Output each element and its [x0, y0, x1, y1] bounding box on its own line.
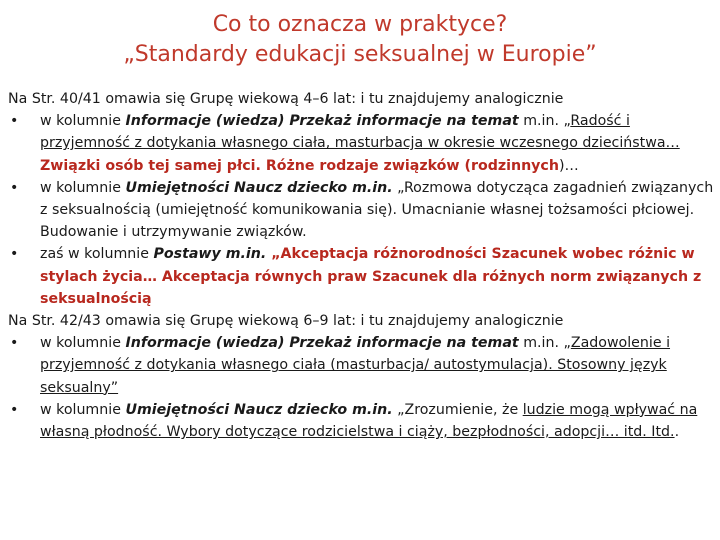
- bullet-icon: •: [10, 113, 19, 130]
- column-heading: Informacje (wiedza) Przekaż informacje na temat: [125, 335, 519, 352]
- bullet-icon: •: [10, 246, 19, 263]
- highlighted-text: „Akceptacja różnorodności Szacunek wobec różnic w stylach życia… Akceptacja równych praw Szacunek dla różnych norm związanych z seksualnością: [40, 246, 702, 307]
- quoted-text: Radość i przyjemność z dotykania własnego ciała, masturbacja w okresie wczesnego dzieciństwa…: [40, 113, 680, 152]
- bullet-icon: •: [10, 401, 19, 418]
- column-heading: Postawy m.in.: [153, 246, 267, 263]
- title-line-2: „Standardy edukacji seksualnej w Europie”: [123, 42, 597, 67]
- section2-bullet-1: • w kolumnie Informacje (wiedza) Przekaż informacje na temat m.in. „Zadowolenie i przyjemność z dotykania własnego ciała (masturbacja/ autostymulacja). Stosowny język seksualny”: [8, 332, 714, 399]
- section1-intro: Na Str. 40/41 omawia się Grupę wiekową 4–6 lat: i tu znajdujemy analogicznie: [8, 91, 564, 107]
- bullet-icon: •: [10, 179, 19, 196]
- bullet-text: „Rozmowa dotycząca zagadnień związanych z seksualnością (umiejętność komunikowania się). Umacnianie własnej tożsamości płciowej. Budowanie i utrzymywanie związków.: [40, 179, 714, 241]
- slide-title: [0, 0, 720, 70]
- title-line-1: Co to oznacza w praktyce?: [212, 12, 508, 37]
- quoted-text: ludzie mogą wpływać na własną płodność. Wybory dotyczące rodzicielstwa i ciąży, bezpłodności, adopcji… itd. Itd.: [40, 401, 698, 441]
- highlighted-text: Związki osób tej samej płci. Różne rodzaje związków (rodzinnych: [40, 157, 559, 174]
- column-heading: Informacje (wiedza) Przekaż informacje na temat: [125, 113, 519, 130]
- column-heading: Umiejętności Naucz dziecko m.in.: [125, 179, 393, 196]
- section1-bullet-3: • zaś w kolumnie Postawy m.in. „Akceptacja różnorodności Szacunek wobec różnic w stylach życia… Akceptacja równych praw Szacunek dla różnych norm związanych z seksualnością: [8, 243, 714, 310]
- section2-intro: Na Str. 42/43 omawia się Grupę wiekową 6–9 lat: i tu znajdujemy analogicznie: [8, 313, 564, 330]
- column-heading: Umiejętności Naucz dziecko m.in.: [125, 401, 393, 418]
- section1-bullet-2: • w kolumnie Umiejętności Naucz dziecko m.in. „Rozmowa dotycząca zagadnień związanych z seksualnością (umiejętność komunikowania się). Umacnianie własnej tożsamości płciowej. Budowanie i utrzymywanie związków.: [8, 177, 714, 244]
- quoted-text: Zadowolenie i przyjemność z dotykania własnego ciała (masturbacja/ autostymulacja). Stosowny język seksualny”: [40, 335, 671, 396]
- bullet-icon: •: [10, 335, 19, 352]
- slide-body: [8, 88, 714, 443]
- section1-bullet-1: • w kolumnie Informacje (wiedza) Przekaż informacje na temat m.in. „Radość i przyjemność z dotykania własnego ciała, masturbacja w okresie wczesnego dzieciństwa… Związki osób tej samej płci. Różne rodzaje związków (rodzinnych)…: [8, 110, 714, 177]
- section2-bullet-2: • w kolumnie Umiejętności Naucz dziecko m.in. „Zrozumienie, że ludzie mogą wpływać na własną płodność. Wybory dotyczące rodzicielstwa i ciąży, bezpłodności, adopcji… itd. Itd..: [8, 399, 714, 443]
